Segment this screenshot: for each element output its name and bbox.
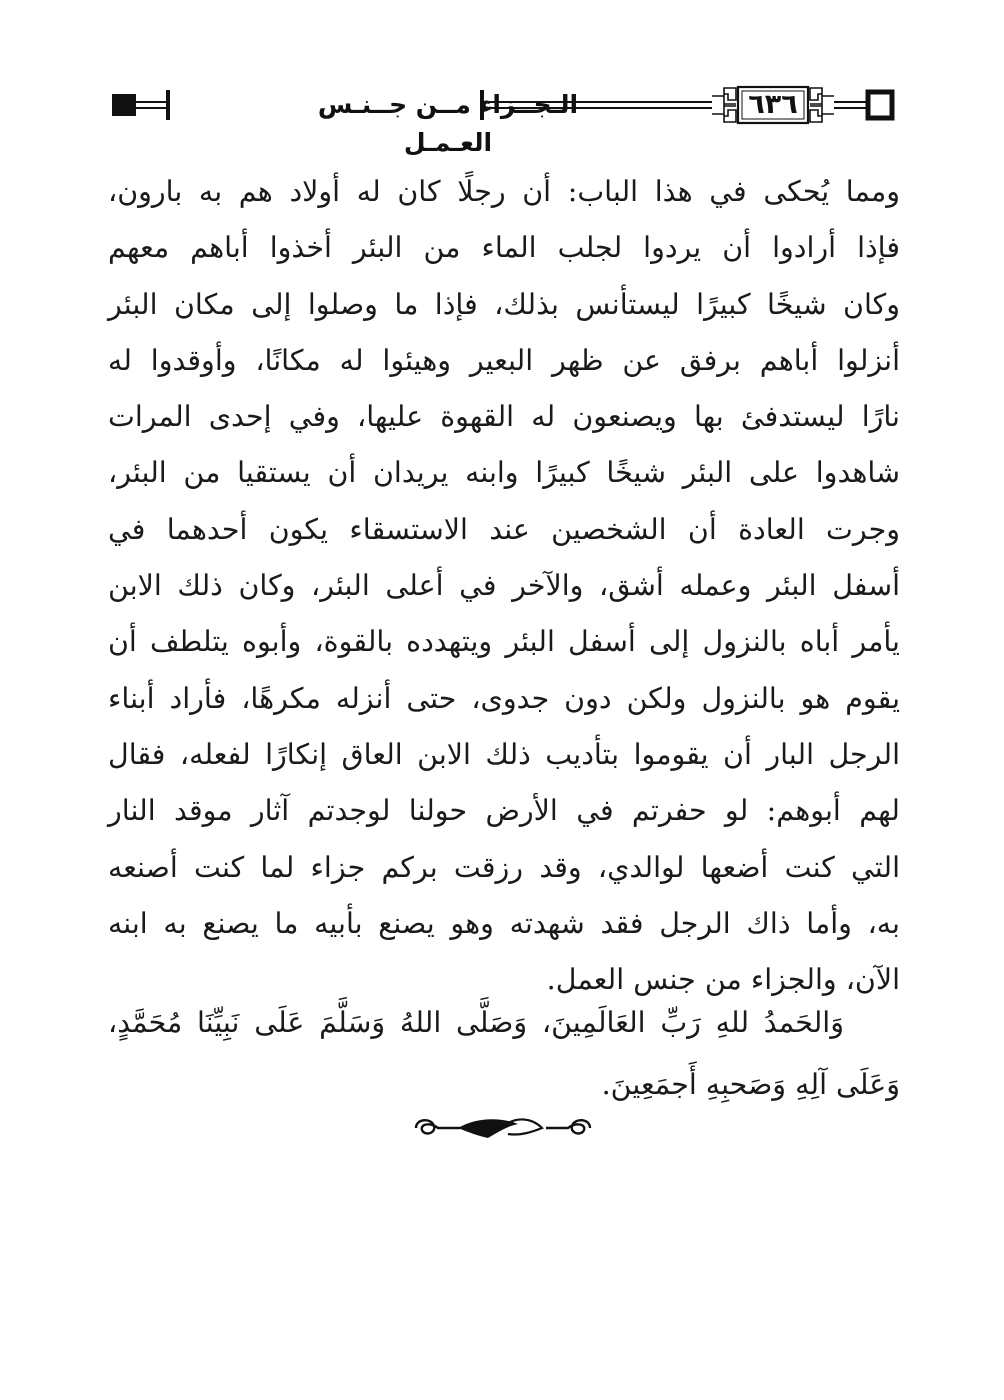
text-line: نارًا ليستدفئ بها ويصنعون له القهوة عليها، وفي إحدى المرات [108,400,900,434]
text-line: فإذا أرادوا أن يردوا لجلب الماء من البئر أخذوا أباهم معهم [108,231,900,265]
text-line: أسفل البئر وعمله أشق، والآخر في أعلى البئر، وكان ذلك الابن [108,569,900,603]
text-line: التي كنت أضعها لوالدي، وقد رزقت بركم جزاء لما كنت أصنعه [108,850,900,884]
running-title: الـجــزاء مــن جــنـس العـمـل [317,90,579,157]
text-line: وكان شيخًا كبيرًا ليستأنس بذلك، فإذا ما وصلوا إلى مكان البئر [108,287,900,321]
text-line: شاهدوا على البئر شيخًا كبيرًا وابنه يريدان أن يستقيا من البئر، [108,456,900,490]
closing-line: وَالحَمدُ للهِ رَبِّ العَالَمِينَ، وَصَلَّى اللهُ وَسَلَّمَ عَلَى نَبِيِّنَا مُحَمَّدٍ، [108,1006,844,1039]
header-right-square [868,92,892,118]
body-paragraph [108,164,900,1008]
text-line: أنزلوا أباهم برفق عن ظهر البعير وهيئوا له مكانًا، وأوقدوا له [108,343,900,377]
text-line: الآن، والجزاء من جنس العمل. [546,963,900,997]
text-line: وجرت العادة أن الشخصين عند الاستسقاء يكون أحدهما في [108,512,900,546]
closing-doxology [108,992,900,1116]
text-line: ومما يُحكى في هذا الباب: أن رجلًا كان له أولاد هم به بارون، [108,175,900,208]
text-line: لهم أبوهم: لو حفرتم في الأرض حولنا لوجدتم آثار موقد النار [108,794,900,828]
text-line: يقوم هو بالنزول ولكن دون جدوى، حتى أنزله مكرهًا، فأراد أبناء [108,681,900,715]
text-line: الرجل البار أن يقوموا بتأديب ذلك الابن العاق إنكارًا لفعله، فقال [108,737,900,771]
closing-line: وَعَلَى آلِهِ وَصَحبِهِ أَجمَعِينَ. [601,1068,900,1101]
page-number: ٦٣٦ [748,89,798,120]
text-line: به، وأما ذاك الرجل فقد شهدته وهو يصنع بأبيه ما يصنع به ابنه [108,906,900,940]
end-ornament-icon [408,1110,598,1146]
text-line: يأمر أباه بالنزول إلى أسفل البئر ويتهدده بالقوة، وأبوه يتلطف أن [108,625,900,659]
header-left-square [112,94,136,116]
running-header [108,84,900,157]
